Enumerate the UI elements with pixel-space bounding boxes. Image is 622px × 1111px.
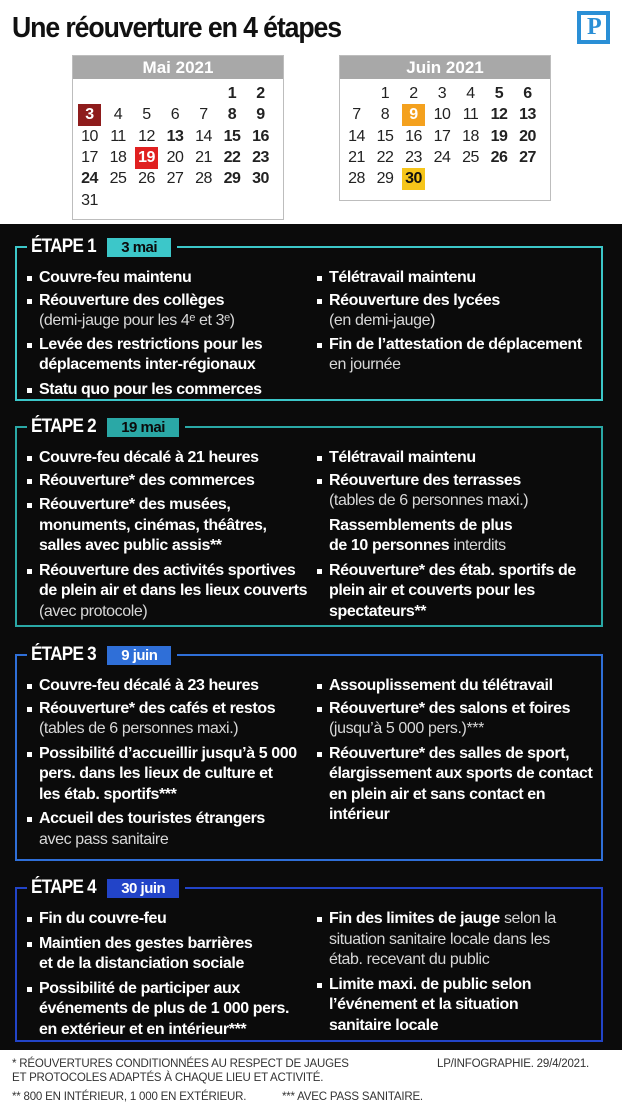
calendar-day: 20 xyxy=(519,127,536,145)
stage-date-badge: 9 juin xyxy=(107,646,171,665)
stage-right-column xyxy=(317,909,602,1036)
calendar-day: 29 xyxy=(376,170,394,188)
list-item: Réouverture* des cafés et restos (tables de 6 personnes maxi.) xyxy=(27,699,312,740)
calendar-day: 10 xyxy=(433,106,451,124)
list-item: Réouverture des lycées (en demi-jauge) xyxy=(317,291,602,332)
list-item: Possibilité de participer aux événements de plus de 1 000 pers. en extérieur et en intérieur*** xyxy=(27,979,307,1041)
stage-date-badge: 19 mai xyxy=(107,418,179,437)
list-item: Fin du couvre-feu xyxy=(27,909,312,930)
calendar-day: 17 xyxy=(433,127,451,145)
calendar-day: 19 xyxy=(135,147,158,169)
stage-right-column xyxy=(317,448,602,622)
calendar-day: 9 xyxy=(402,104,425,126)
calendar-day: 18 xyxy=(109,148,127,166)
calendar-day: 5 xyxy=(494,85,504,102)
list-item: Possibilité d’accueillir jusqu’à 5 000 pers. dans les lieux de culture et les étab. sportifs*** xyxy=(27,744,297,806)
calendar-day: 14 xyxy=(195,127,212,145)
stage-left-column xyxy=(27,676,312,850)
stage-right-column xyxy=(317,676,602,826)
footnote-1: * RÉOUVERTURES CONDITIONNÉES AU RESPECT DE JAUGES ET PROTOCOLES ADAPTÉS À CHAQUE LIEU ET ACTIVITÉ. xyxy=(12,1058,349,1084)
stage-1 xyxy=(15,236,603,401)
calendar-day: 21 xyxy=(195,148,212,166)
calendar-day: 9 xyxy=(256,106,265,124)
calendar-day: 20 xyxy=(166,148,184,166)
calendar-day: 21 xyxy=(348,148,365,166)
calendar-day: 8 xyxy=(380,106,390,124)
stage-name: ÉTAPE 2 xyxy=(31,416,96,437)
calendar-day: 22 xyxy=(376,148,394,166)
calendar-day: 7 xyxy=(199,106,208,124)
calendar-day: 30 xyxy=(402,168,425,190)
calendar-day: 5 xyxy=(142,106,151,124)
list-item: Réouverture* des étab. sportifs de plein air et couverts pour les spectateurs** xyxy=(317,561,577,623)
stage-right-column xyxy=(317,268,602,376)
calendar-day: 27 xyxy=(166,170,184,188)
calendar-day: 8 xyxy=(227,106,237,124)
calendar-day: 6 xyxy=(523,85,532,102)
list-item: Couvre-feu décalé à 23 heures xyxy=(27,676,312,697)
calendar-month-title: Juin 2021 xyxy=(340,56,550,79)
stage-name: ÉTAPE 3 xyxy=(31,644,96,665)
stage-label xyxy=(27,643,177,667)
calendar-day: 14 xyxy=(348,127,365,145)
calendar-day: 10 xyxy=(81,127,98,145)
calendar-day: 19 xyxy=(490,127,508,145)
calendar-day: 4 xyxy=(466,85,475,102)
stage-left-column xyxy=(27,909,312,1040)
stage-name: ÉTAPE 4 xyxy=(31,877,96,898)
footnote-3: *** AVEC PASS SANITAIRE. xyxy=(282,1091,423,1103)
calendar-day: 6 xyxy=(170,106,180,124)
calendar-day: 11 xyxy=(462,106,479,124)
list-item: Réouverture* des salons et foires (jusqu’à 5 000 pers.)*** xyxy=(317,699,602,740)
page-title: Une réouverture en 4 étapes xyxy=(12,12,342,44)
calendar-day: 24 xyxy=(81,170,98,188)
calendar-day: 11 xyxy=(110,127,126,145)
calendar-day: 2 xyxy=(256,85,265,102)
calendar-day: 16 xyxy=(405,127,422,145)
calendar-day: 12 xyxy=(138,127,155,145)
calendar-day: 17 xyxy=(81,148,98,166)
list-item: Réouverture des terrasses (tables de 6 personnes maxi.) Rassemblements de plus de 10 personnes interdits xyxy=(317,471,602,557)
calendar-day: 13 xyxy=(519,106,536,124)
list-item: Réouverture* des salles de sport, élargissement aux sports de contact en plein air et sans contact en intérieur xyxy=(317,744,602,826)
stage-label xyxy=(27,415,185,439)
calendar-day: 26 xyxy=(138,170,155,188)
calendar-day: 31 xyxy=(81,191,98,209)
calendar-day: 25 xyxy=(462,148,479,166)
credit: LP/INFOGRAPHIE. 29/4/2021. xyxy=(437,1058,590,1070)
calendar-day: 30 xyxy=(252,170,269,188)
list-item: Statu quo pour les commerces xyxy=(27,380,312,401)
stage-left-column xyxy=(27,448,312,622)
calendar-day: 28 xyxy=(348,170,365,188)
list-item: Levée des restrictions pour les déplacements inter-régionaux xyxy=(27,335,302,376)
calendar-day: 24 xyxy=(433,148,451,166)
stage-label xyxy=(27,876,185,900)
calendar-day: 27 xyxy=(519,148,536,166)
list-item: Assouplissement du télétravail xyxy=(317,676,602,697)
calendar-may-2021 xyxy=(72,55,284,220)
stage-2 xyxy=(15,416,603,627)
list-item: Réouverture des collèges (demi-jauge pour les 4ᵉ et 3ᵉ) xyxy=(27,291,312,332)
calendar-day: 15 xyxy=(376,127,394,145)
footnote-2: ** 800 EN INTÉRIEUR, 1 000 EN EXTÉRIEUR. xyxy=(12,1091,247,1103)
stages-panel xyxy=(0,224,622,1050)
list-item: Couvre-feu maintenu xyxy=(27,268,312,289)
calendar-day: 28 xyxy=(195,170,212,188)
stage-date-badge: 3 mai xyxy=(107,238,171,257)
stage-4 xyxy=(15,877,603,1042)
calendar-day: 2 xyxy=(409,85,418,102)
calendar-day: 29 xyxy=(223,170,241,188)
calendar-day: 26 xyxy=(490,148,508,166)
list-item: Télétravail maintenu xyxy=(317,268,602,289)
calendar-day: 18 xyxy=(462,127,479,145)
stage-name: ÉTAPE 1 xyxy=(31,236,96,257)
list-item: Couvre-feu décalé à 21 heures xyxy=(27,448,312,469)
calendar-month-title: Mai 2021 xyxy=(73,56,283,79)
calendar-day: 12 xyxy=(490,106,508,124)
list-item: Réouverture* des musées, monuments, cinémas, théâtres, salles avec public assis** xyxy=(27,495,277,557)
calendar-day: 25 xyxy=(109,170,127,188)
list-item: Réouverture* des commerces xyxy=(27,471,312,492)
stage-left-column xyxy=(27,268,312,400)
calendar-june-2021 xyxy=(339,55,551,201)
stage-date-badge: 30 juin xyxy=(107,879,179,898)
calendar-day: 7 xyxy=(352,106,361,124)
le-parisien-logo xyxy=(577,11,610,44)
list-item: Télétravail maintenu xyxy=(317,448,602,469)
calendar-day: 4 xyxy=(113,106,123,124)
stage-3 xyxy=(15,644,603,861)
list-item: Limite maxi. de public selon l’événement et la situation sanitaire locale xyxy=(317,975,537,1037)
calendar-day: 13 xyxy=(166,127,184,145)
list-item: Réouverture des activités sportives de plein air et dans les lieux couverts (avec protocole) xyxy=(27,561,312,623)
calendar-day: 3 xyxy=(78,104,101,126)
calendar-day: 15 xyxy=(223,127,241,145)
calendar-day: 23 xyxy=(252,148,269,166)
list-item: Maintien des gestes barrières et de la distanciation sociale xyxy=(27,934,267,975)
calendar-day: 23 xyxy=(405,148,422,166)
stage-label xyxy=(27,235,177,259)
calendar-day: 16 xyxy=(252,127,269,145)
calendar-day: 3 xyxy=(437,85,447,102)
calendar-day: 1 xyxy=(380,85,390,102)
calendar-day: 1 xyxy=(227,85,237,102)
list-item: Fin des limites de jauge selon la situation sanitaire locale dans les étab. recevant du public xyxy=(317,909,557,971)
list-item: Fin de l’attestation de déplacement en journée xyxy=(317,335,602,376)
logo-letter: P xyxy=(587,14,602,40)
list-item: Accueil des touristes étrangers avec pass sanitaire xyxy=(27,809,312,850)
calendar-day: 22 xyxy=(223,148,241,166)
